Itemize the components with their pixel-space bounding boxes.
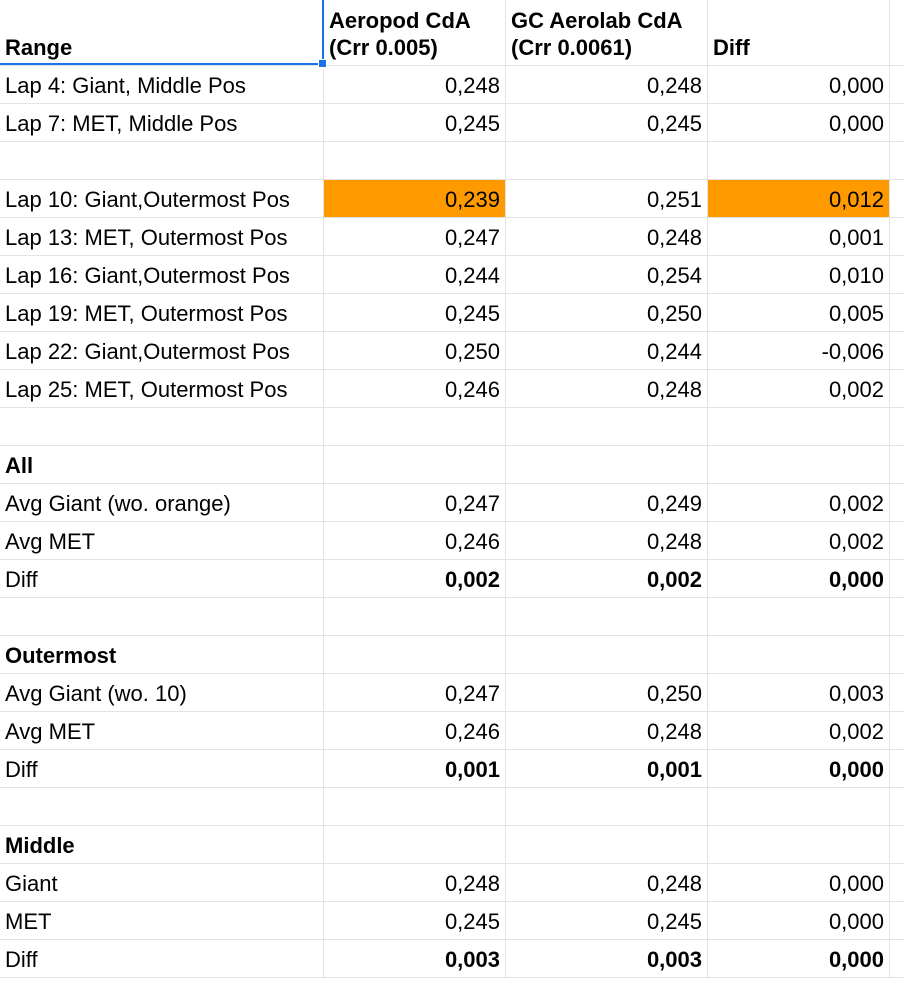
row-4-diff-cell[interactable] [708,142,890,180]
row-25-diff-cell[interactable]: 0,000 [708,940,890,978]
row-22-aeropod-cell[interactable] [324,826,506,864]
row-4-label-cell[interactable] [0,142,324,180]
row-17-diff-cell[interactable] [708,636,890,674]
row-7-diff-cell[interactable]: 0,010 [708,256,890,294]
row-24-extra-cell[interactable] [890,902,904,940]
header-aeropod-line1: Aeropod CdA [329,8,471,33]
row-10-diff-cell[interactable]: 0,002 [708,370,890,408]
row-4-aeropod-cell[interactable] [324,142,506,180]
row-12-extra-cell[interactable] [890,446,904,484]
row-19-aeropod-cell[interactable]: 0,246 [324,712,506,750]
row-3-gc-cell[interactable]: 0,245 [506,104,708,142]
row-20-label-cell[interactable]: Diff [0,750,324,788]
row-6-diff-cell[interactable]: 0,001 [708,218,890,256]
row-6-aeropod-cell[interactable]: 0,247 [324,218,506,256]
header-range-label: Range [5,35,73,60]
row-21-diff-cell[interactable] [708,788,890,826]
row-5-diff-cell[interactable]: 0,012 [708,180,890,218]
row-16-diff-cell[interactable] [708,598,890,636]
row-22-label-cell[interactable]: Middle [0,826,324,864]
row-3-extra-cell[interactable] [890,104,904,142]
row-14-extra-cell[interactable] [890,522,904,560]
row-21-aeropod-cell[interactable] [324,788,506,826]
row-8-aeropod-cell[interactable]: 0,245 [324,294,506,332]
row-2-diff-cell[interactable]: 0,000 [708,66,890,104]
header-aeropod-cell[interactable] [324,0,506,66]
row-16-gc-cell[interactable] [506,598,708,636]
row-3-aeropod-cell[interactable]: 0,245 [324,104,506,142]
row-13-label-cell[interactable]: Avg Giant (wo. orange) [0,484,324,522]
row-8-gc-cell[interactable]: 0,250 [506,294,708,332]
row-19-extra-cell[interactable] [890,712,904,750]
row-19-diff-cell[interactable]: 0,002 [708,712,890,750]
row-9-diff-cell[interactable]: -0,006 [708,332,890,370]
row-17-label-cell[interactable]: Outermost [0,636,324,674]
row-13-gc-cell[interactable]: 0,249 [506,484,708,522]
row-24-label-cell[interactable]: MET [0,902,324,940]
row-23-aeropod-cell[interactable]: 0,248 [324,864,506,902]
row-23-label-cell[interactable]: Giant [0,864,324,902]
row-12-diff-cell[interactable] [708,446,890,484]
row-18-aeropod-cell[interactable]: 0,247 [324,674,506,712]
row-9-gc-cell[interactable]: 0,244 [506,332,708,370]
row-20-diff-cell[interactable]: 0,000 [708,750,890,788]
header-gc-line1: GC Aerolab CdA [511,8,683,33]
row-10-aeropod-cell[interactable]: 0,246 [324,370,506,408]
row-2-aeropod-cell[interactable]: 0,248 [324,66,506,104]
row-17-aeropod-cell[interactable] [324,636,506,674]
row-16-extra-cell[interactable] [890,598,904,636]
row-15-label-cell[interactable]: Diff [0,560,324,598]
row-21-extra-cell[interactable] [890,788,904,826]
row-2-label-cell[interactable]: Lap 4: Giant, Middle Pos [0,66,324,104]
fill-handle[interactable] [318,59,327,68]
row-6-label-cell[interactable]: Lap 13: MET, Outermost Pos [0,218,324,256]
row-22-extra-cell[interactable] [890,826,904,864]
row-15-gc-cell[interactable]: 0,002 [506,560,708,598]
row-18-label-cell[interactable]: Avg Giant (wo. 10) [0,674,324,712]
row-7-aeropod-cell[interactable]: 0,244 [324,256,506,294]
row-25-label-cell[interactable]: Diff [0,940,324,978]
header-extra-cell[interactable] [890,0,904,66]
row-25-extra-cell[interactable] [890,940,904,978]
row-21-label-cell[interactable] [0,788,324,826]
row-23-gc-cell[interactable]: 0,248 [506,864,708,902]
row-10-extra-cell[interactable] [890,370,904,408]
row-7-label-cell[interactable]: Lap 16: Giant,Outermost Pos [0,256,324,294]
row-8-diff-cell[interactable]: 0,005 [708,294,890,332]
row-14-gc-cell[interactable]: 0,248 [506,522,708,560]
row-11-label-cell[interactable] [0,408,324,446]
row-9-aeropod-cell[interactable]: 0,250 [324,332,506,370]
header-diff-cell[interactable] [708,0,890,66]
row-15-diff-cell[interactable]: 0,000 [708,560,890,598]
row-12-label-cell[interactable]: All [0,446,324,484]
row-10-label-cell[interactable]: Lap 25: MET, Outermost Pos [0,370,324,408]
row-23-extra-cell[interactable] [890,864,904,902]
row-11-aeropod-cell[interactable] [324,408,506,446]
row-20-aeropod-cell[interactable]: 0,001 [324,750,506,788]
row-22-gc-cell[interactable] [506,826,708,864]
row-24-aeropod-cell[interactable]: 0,245 [324,902,506,940]
header-aeropod-line2: (Crr 0.005) [329,35,438,60]
row-18-diff-cell[interactable]: 0,003 [708,674,890,712]
row-6-gc-cell[interactable]: 0,248 [506,218,708,256]
row-24-diff-cell[interactable]: 0,000 [708,902,890,940]
row-6-extra-cell[interactable] [890,218,904,256]
row-7-gc-cell[interactable]: 0,254 [506,256,708,294]
row-3-label-cell[interactable]: Lap 7: MET, Middle Pos [0,104,324,142]
row-5-extra-cell[interactable] [890,180,904,218]
row-13-extra-cell[interactable] [890,484,904,522]
row-20-gc-cell[interactable]: 0,001 [506,750,708,788]
row-7-extra-cell[interactable] [890,256,904,294]
row-11-diff-cell[interactable] [708,408,890,446]
row-18-extra-cell[interactable] [890,674,904,712]
row-2-extra-cell[interactable] [890,66,904,104]
row-12-gc-cell[interactable] [506,446,708,484]
row-5-gc-cell[interactable]: 0,251 [506,180,708,218]
row-22-diff-cell[interactable] [708,826,890,864]
row-11-gc-cell[interactable] [506,408,708,446]
row-9-extra-cell[interactable] [890,332,904,370]
row-19-gc-cell[interactable]: 0,248 [506,712,708,750]
row-13-aeropod-cell[interactable]: 0,247 [324,484,506,522]
row-8-label-cell[interactable]: Lap 19: MET, Outermost Pos [0,294,324,332]
row-8-extra-cell[interactable] [890,294,904,332]
row-5-aeropod-cell[interactable]: 0,239 [324,180,506,218]
row-20-extra-cell[interactable] [890,750,904,788]
row-13-diff-cell[interactable]: 0,002 [708,484,890,522]
row-21-gc-cell[interactable] [506,788,708,826]
header-gc-cell[interactable] [506,0,708,66]
row-12-aeropod-cell[interactable] [324,446,506,484]
row-24-gc-cell[interactable]: 0,245 [506,902,708,940]
header-diff-label: Diff [713,35,750,60]
row-15-extra-cell[interactable] [890,560,904,598]
row-23-diff-cell[interactable]: 0,000 [708,864,890,902]
row-11-extra-cell[interactable] [890,408,904,446]
row-18-gc-cell[interactable]: 0,250 [506,674,708,712]
row-15-aeropod-cell[interactable]: 0,002 [324,560,506,598]
header-gc-line2: (Crr 0.0061) [511,35,633,60]
row-25-gc-cell[interactable]: 0,003 [506,940,708,978]
row-17-extra-cell[interactable] [890,636,904,674]
row-9-label-cell[interactable]: Lap 22: Giant,Outermost Pos [0,332,324,370]
row-19-label-cell[interactable]: Avg MET [0,712,324,750]
row-14-aeropod-cell[interactable]: 0,246 [324,522,506,560]
row-2-gc-cell[interactable]: 0,248 [506,66,708,104]
row-4-extra-cell[interactable] [890,142,904,180]
header-range-cell[interactable] [0,0,324,66]
row-16-aeropod-cell[interactable] [324,598,506,636]
row-14-diff-cell[interactable]: 0,002 [708,522,890,560]
row-14-label-cell[interactable]: Avg MET [0,522,324,560]
row-16-label-cell[interactable] [0,598,324,636]
row-3-diff-cell[interactable]: 0,000 [708,104,890,142]
row-10-gc-cell[interactable]: 0,248 [506,370,708,408]
row-5-label-cell[interactable]: Lap 10: Giant,Outermost Pos [0,180,324,218]
row-17-gc-cell[interactable] [506,636,708,674]
row-4-gc-cell[interactable] [506,142,708,180]
row-25-aeropod-cell[interactable]: 0,003 [324,940,506,978]
